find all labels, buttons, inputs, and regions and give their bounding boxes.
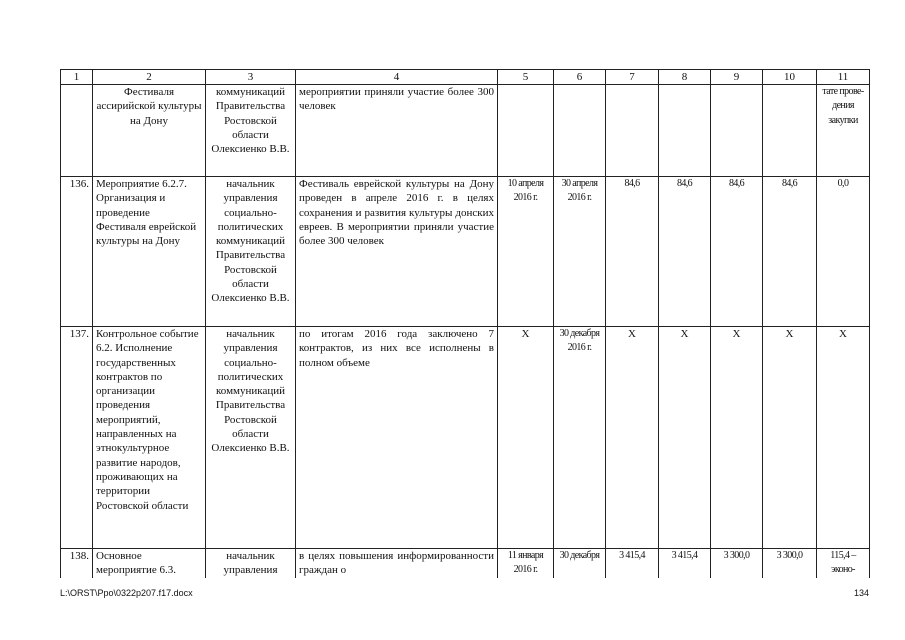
value-col11: тате прове-дения закупки: [817, 85, 870, 177]
value-col8: Х: [659, 327, 711, 549]
value-col9: 3 300,0: [711, 549, 763, 579]
value-col8: 84,6: [659, 177, 711, 327]
responsible: начальник управления социально-политических коммуникаций Правительства Ростовской области Олексиенко В.В.: [206, 327, 296, 549]
table-row: [61, 177, 870, 327]
row-number: [61, 85, 93, 177]
value-col7: 84,6: [606, 177, 659, 327]
responsible: начальник управления: [206, 549, 296, 579]
table-row: [61, 549, 870, 579]
event-name: Фестиваля ассирийской культуры на Дону: [93, 85, 206, 177]
start-date: Х: [498, 327, 554, 549]
value-col9: [711, 85, 763, 177]
start-date: 10 апреля 2016 г.: [498, 177, 554, 327]
col-header: 2: [93, 70, 206, 85]
value-col10: Х: [763, 327, 817, 549]
result: мероприятии приняли участие более 300 человек: [296, 85, 498, 177]
row-number: 136.: [61, 177, 93, 327]
end-date: 30 декабря: [554, 549, 606, 579]
row-number: 138.: [61, 549, 93, 579]
result: в целях повышения информированности граждан о: [296, 549, 498, 579]
end-date: 30 декабря 2016 г.: [554, 327, 606, 549]
value-col10: 3 300,0: [763, 549, 817, 579]
row-number: 137.: [61, 327, 93, 549]
value-col9: 84,6: [711, 177, 763, 327]
file-path: L:\ORST\Ppo\0322p207.f17.docx: [60, 588, 193, 598]
event-name: Мероприятие 6.2.7. Организация и проведение Фестиваля еврейской культуры на Дону: [93, 177, 206, 327]
result: Фестиваль еврейской культуры на Дону проведен в апреле 2016 г. в целях сохранения и развития культуры донских евреев. В мероприятии приняли участие более 300 человек: [296, 177, 498, 327]
value-col8: [659, 85, 711, 177]
col-header: 5: [498, 70, 554, 85]
event-name: Контрольное событие 6.2. Исполнение государственных контрактов по организации проведения мероприятий, направленных на этнокультурное развитие народов, проживающих на территории Ростовской области: [93, 327, 206, 549]
value-col8: 3 415,4: [659, 549, 711, 579]
value-col10: [763, 85, 817, 177]
table-row: [61, 327, 870, 549]
start-date: [498, 85, 554, 177]
report-table: [60, 69, 870, 578]
start-date: 11 января 2016 г.: [498, 549, 554, 579]
event-name: Основное мероприятие 6.3.: [93, 549, 206, 579]
value-col9: Х: [711, 327, 763, 549]
value-col11: 0,0: [817, 177, 870, 327]
col-header: 1: [61, 70, 93, 85]
end-date: 30 апреля 2016 г.: [554, 177, 606, 327]
col-header: 6: [554, 70, 606, 85]
page-number: 134: [853, 588, 869, 598]
table-row: [61, 85, 870, 177]
end-date: [554, 85, 606, 177]
value-col10: 84,6: [763, 177, 817, 327]
value-col7: Х: [606, 327, 659, 549]
responsible: коммуникаций Правительства Ростовской области Олексиенко В.В.: [206, 85, 296, 177]
col-header: 8: [659, 70, 711, 85]
col-header: 10: [763, 70, 817, 85]
value-col7: 3 415,4: [606, 549, 659, 579]
col-header: 7: [606, 70, 659, 85]
col-header: 3: [206, 70, 296, 85]
value-col11: Х: [817, 327, 870, 549]
col-header: 11: [817, 70, 870, 85]
value-col11: 115,4 – эконо-: [817, 549, 870, 579]
col-header: 4: [296, 70, 498, 85]
column-number-row: [61, 70, 870, 85]
value-col7: [606, 85, 659, 177]
responsible: начальник управления социально-политических коммуникаций Правительства Ростовской области Олексиенко В.В.: [206, 177, 296, 327]
result: по итогам 2016 года заключено 7 контрактов, из них все исполнены в полном объеме: [296, 327, 498, 549]
col-header: 9: [711, 70, 763, 85]
